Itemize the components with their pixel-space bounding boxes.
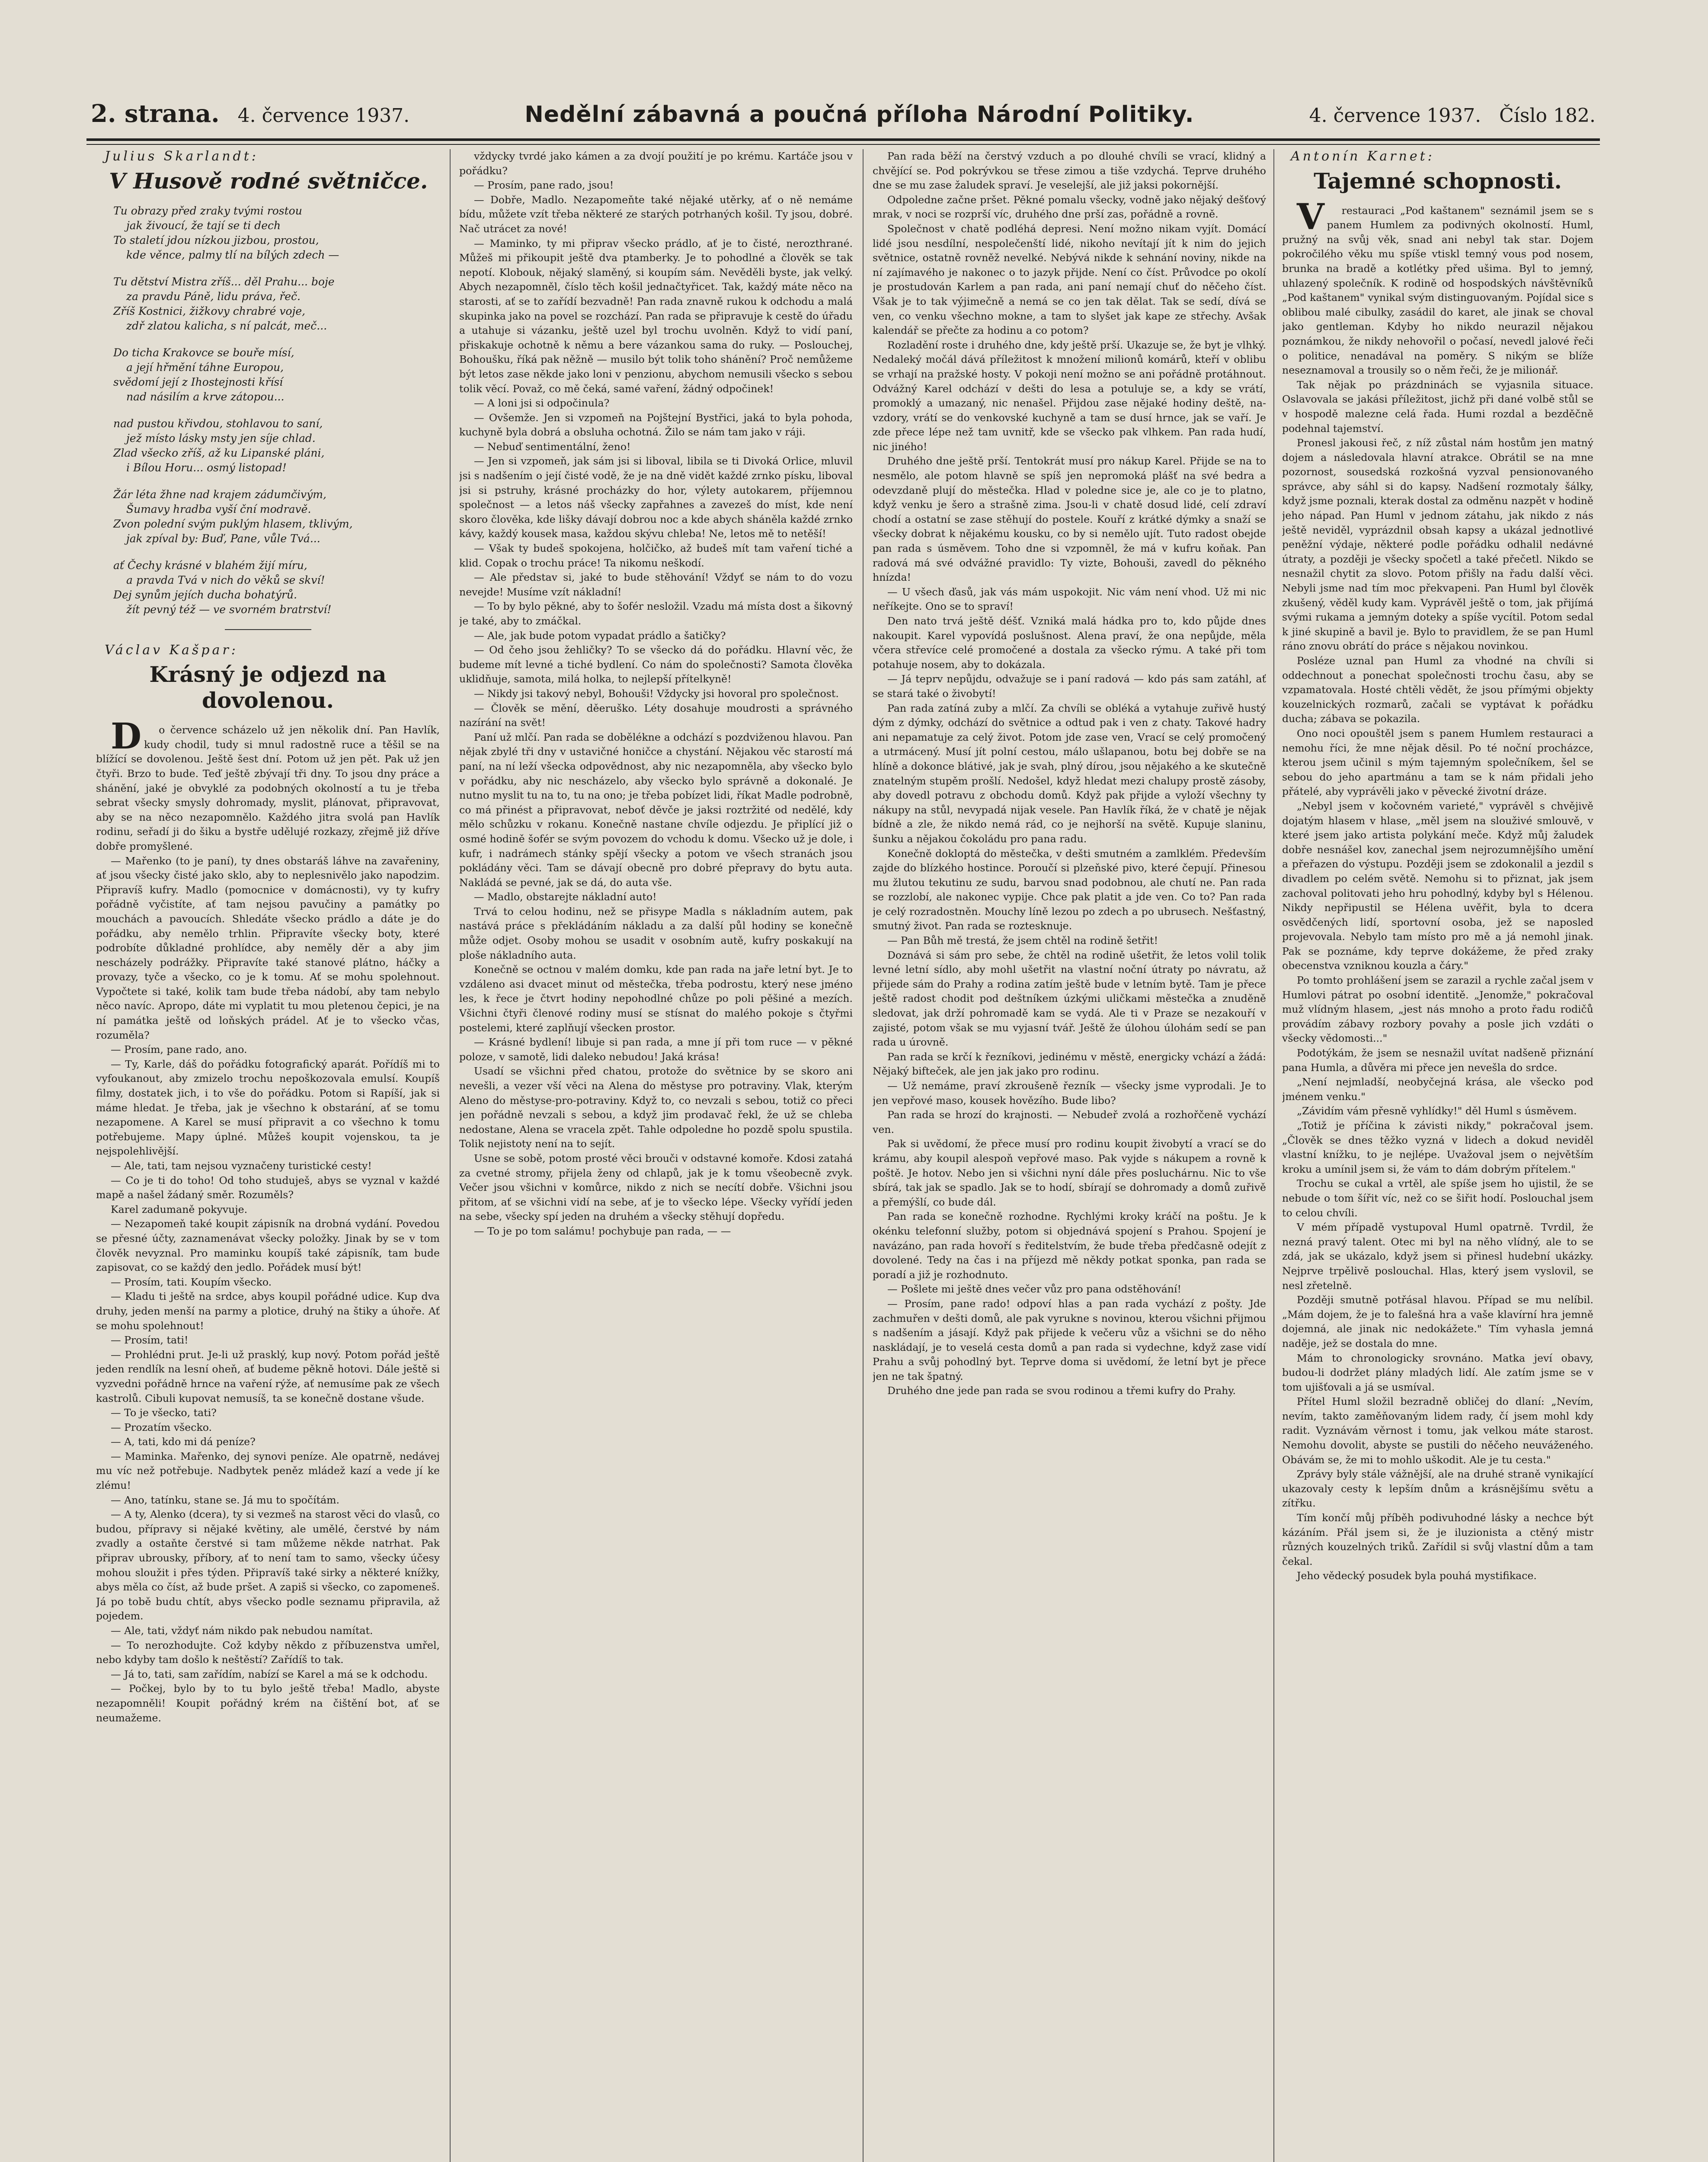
paragraph: — A loni jsi si odpočinula? — [474, 397, 610, 409]
paragraph: — Počkej, bylo by to tu bylo ještě třeba! Madlo, abyste nezapomněli! Koupit pořádný krém na čištění bot, ať se neumažeme. — [96, 1682, 440, 1724]
poem-line: jak zpíval by: Buď, Pane, vůle Tvá... — [126, 532, 320, 545]
paragraph: — Nebuď sentimentální, ženo! — [474, 440, 631, 453]
paragraph: — Prosím, tati. Koupím všecko. — [111, 1276, 272, 1288]
paragraph: Den nato trvá ještě déšť. Vzniká malá hádka pro to, kdo půjde dnes nakoupit. Karel vypovídá poslušnost. Alena praví, že ona nepůjde, měla včera střevíce celé promočené a dostala za všecko rýmu. A také při tom potahuje nosem, aby to dokázala. — [873, 615, 1266, 671]
poem-line: nad pustou křivdou, stohlavou to saní, — [113, 417, 323, 430]
poem-body — [113, 204, 440, 617]
paragraph: — U všech ďasů, jak vás mám uspokojit. Nic vám není vhod. Už mi nic neříkejte. Ono se to spraví! — [873, 585, 1266, 613]
poem-stanza — [113, 487, 440, 546]
paragraph: Druhého dne jede pan rada se svou rodinou a třemi kufry do Prahy. — [887, 1385, 1236, 1397]
paragraph: Odpoledne začne pršet. Pěkné pomalu všecky, vodně jako nějaký dešťový mrak, v noci se rozprší víc, druhého dne prší zas, pořádně a rovně. — [873, 193, 1266, 221]
paragraph: — Mařenko (to je paní), ty dnes obstaráš láhve na zavařeniny, ať jsou všecky čisté jako sklo, aby to neplesnivělo jako napodzim. Připravíš kufry. Madlo (pomocnice v domácnosti), vy ty kufry pořádně vyčistíte, ať tam nejsou pavučiny a památky po mouchách a pavoucích. Shledáte všecko prádlo a dáte je do pořádku, aby nemělo trhlin. Připravíte všecky boty, které podrobíte důkladné prohlídce, aby neměly děr a aby jim nescházely podrážky. Připravíte také stanové plátno, háčky a provazy, tyče a všecko, co je k tomu. Ať se mohu spolehnout. Vypočtete si také, kolik tam bude třeba nádobí, aby tam nebylo něco navíc. Apropo, dáte mi vyplatit tu mou pletenou čepici, je na ní památka ještě od loňských prádel. Ať je to všecko včas, rozuměla? — [96, 854, 440, 1041]
poem-line: Do ticha Krakovce se bouře mísí, — [113, 346, 294, 359]
poem-line: za pravdu Páně, lidu práva, řeč. — [126, 290, 301, 303]
paragraph: Podotýkám, že jsem se nesnažil uvítat nadšeně přiznání pana Humla, a důvěra mi přece jen nevešla do srdce. — [1282, 1047, 1593, 1074]
poem-line: zdř zlatou kalicha, s ní palcát, meč... — [126, 319, 327, 332]
paragraph: — Prohlédni prut. Je-li už prasklý, kup nový. Potom pořád ještě jeden rendlík na lesní oheň, ať budeme pěkně hotovi. Dále ještě si vyzvedni pořádně hrnce na vaření rýže, ať nemusíme pak ze všech kastrolů. Cibuli kupovat nemusíš, ta se konečně dostane všude. — [96, 1348, 440, 1404]
poem-line: Šumavy hradba vyší ční modravě. — [126, 502, 311, 515]
paragraph: — Dobře, Madlo. Nezapomeňte také nějaké utěrky, ať o ně nemáme bídu, můžete vzít třeba některé ze starých potrhaných košil. Ty jsou, dobré. Nač utrácet za nové! — [459, 193, 853, 235]
paragraph: Zprávy byly stále vážnější, ale na druhé straně vynikající ukazovaly cesty k lepším dnům a krásnějšímu světu a zítřku. — [1282, 1468, 1593, 1510]
paragraph: Pronesl jakousi řeč, z níž zůstal nám hostům jen matný dojem a následovala hlavní atrakce. Obrátil se na mne pozornost, sousedská rozkošná vyzval pensionovaného správce, aby sáhl si do kapsy. Nadšení rozmotaly šálky, když jsme poznali, kterak dostal za odměnu nazpět v hodině jeho nápad. Pan Huml v jednom zátahu, jak nikdo z nás ještě neviděl, vyprázdnil obsah kapsy a ukázal jednotlivé peněžní výdaje, některé podle pořádku odhalil nedávné útraty, a později je všecky spočetl a také přečetl. Nikdo se nesnažil chytit za slovo. Potom přišly na řadu další věci. Nebyli jsme nad tím moc překvapeni. Pan Huml byl člověk zkušený, věděl kudy kam. Vyprávěl ještě o tom, jak přijímá svými rukama a jemným doteky a spíše vycítil. Potom sedal k jiné skupině a bavil je. Bylo to pravidlem, že se pan Huml ráno znovu obrátí do práce s nějakou novinkou. — [1282, 437, 1593, 652]
paragraph: Karel zadumaně pokyvuje. — [111, 1203, 248, 1215]
paragraph: Usne se sobě, potom prosté věci brouči v odstavné komoře. Kdosi zatahá za cvetné stromy, přijela ženy od chlapů, jak je k tomu všeobecně zvyk. Večer jsou všichni v komůrce, nikdo z nich se necítí dobře. Všichni jsou přitom, ať se všichni vidí na sebe, ať je to všecko lépe. Všecky vyřídí jeden na sebe, všecky spí jeden na druhém a všecky stěhují dopředu. — [459, 1152, 853, 1223]
paragraph: — To nerozhodujte. Což kdyby někdo z příbuzenstva umřel, nebo kdyby tam došlo k neštěstí? Zařídíš to tak. — [96, 1639, 440, 1666]
poem-stanza — [113, 204, 440, 262]
column-2 — [459, 149, 853, 2162]
masthead-rule — [86, 138, 1600, 141]
column-3 — [873, 149, 1266, 2162]
paragraph: Ono noci opouštěl jsem s panem Humlem restauraci a nemohu říci, že mne nějak děsil. Po té noční procházce, kterou jsem učinil s mým tajemným společníkem, šel se sebou do jeho apartmánu a tam se k nám přidali jeho přátelé, aby vyprávěli jako v pěvecké životní dráze. — [1282, 727, 1593, 798]
paragraph: V mém případě vystupoval Huml opatrně. Tvrdil, že nezná pravý talent. Otec mi byl na něho vlídný, ale to se zdá, jak se ukázalo, když jsem si přinesl hudební ukázky. Nejprve trpělivě poslouchal. Hlas, který jsem vyslovil, se nesl zřetelně. — [1282, 1221, 1593, 1292]
paragraph: Konečně se octnou v malém domku, kde pan rada na jaře letní byt. Je to vzdáleno asi dvacet minut od městečka, třeba podrostu, který nese jméno les, k řece je čtvrt hodiny nepohodlné chůze po poli pěšiné a mezích. Všichni čtyři členové rodiny musí se stísnat do malého pokoje s čtyřmi postelemi, které zaplňují všecken prostor. — [459, 963, 853, 1034]
masthead — [91, 99, 1596, 134]
paragraph: Trochu se cukal a vrtěl, ale spíše jsem ho ujistil, že se nebude o tom šířit víc, než co se šiřit hodí. Poslouchal jsem to celou chvíli. — [1282, 1177, 1593, 1219]
paragraph: Společnost v chatě podléhá depresi. Není možno nikam vyjít. Domácí lidé jsou nesdílní, nespolečenští lidé, nikoho nevítají jít k nim do jejich světnice, ostatně rovněž nevelké. Nebývá nikde k sehnání noviny, nikde na ní zajímavého je nakonec o to jazyk přijde. Není co číst. Průvodce po okolí je prostudován Karlem a pan rada, ani paní nemají chuť do něčeho číst. Však je to tak výjimečně a nemá se co jen tak dělat. Tak se sedí, dívá se ven, co venku všechno mokne, a tam to slyšet jak kape ze střechy. Avšak kalendář se přečte za hodinu a co potom? — [873, 222, 1266, 337]
poem-line: i Bílou Horu... osmý listopad! — [126, 461, 287, 474]
poem-stanza — [113, 275, 440, 333]
poem-stanza — [113, 416, 440, 475]
paragraph: Rozladění roste i druhého dne, kdy ještě prší. Ukazuje se, že byt je vlhký. Nedaleký močál dává příležitost k množení milionů komárů, kteří v oblibu se vrhají na pražské hosty. V pokoji není možno se ani pořádně protáhnout. Odvážný Karel odchází v dešti do lesa a potuluje se, a kdy se vrátí, promoklý a umazaný, nic nenašel. Přijdou zase nějaké hodiny deště, na-vzdory, vrátí se do venkovské kuchyně a tam se dusí hrnce, jak se vaří. Je zde přece lépe než tam uvnitř, kde se všecko pak vlhkem. Pan rada hudí, nic jiného! — [873, 339, 1266, 453]
paragraph: — Ale, jak bude potom vypadat prádlo a šatičky? — [474, 629, 726, 642]
poem-line: Zvon polední svým puklým hlasem, tklivým, — [113, 517, 353, 530]
poem-title: V Husově rodné světničce. — [109, 168, 428, 194]
paragraph: „Nebyl jsem v kočovném varieté," vyprávěl s chvějivě dojatým hlasem v hlase, „měl jsem na slouživé smlouvě, v které jsem jako artista polykání meče. Když můj žaludek dobře nesnášel kov, zanechal jsem nejrozumnějšího umění a přeřazen do výstupu. Později jsem se zdokonalil a jezdil s divadlem po celém světě. Nemohu si to přiznat, jak jsem zachoval politovati jeho hru pohodlný, kdyby byl s Hélenou. Nikdy nepřipustil se Hélena uvěřit, byla to dcera osvědčených lidí, sportovní osoba, jež se naposled projevovala. Nebylo tam místo pro mě a já nemohl jinak. Pak se poznáme, kdy teprve dokážeme, že před zraky obecenstva vzniknou kouzla a čáry." — [1282, 800, 1593, 972]
date-left: 4. července 1937. — [237, 105, 410, 127]
paragraph: — Co je ti do toho! Od toho studuješ, abys se vyznal v každé mapě a našel žádaný směr. Rozuměls? — [96, 1174, 440, 1201]
paragraph: — Však ty budeš spokojena, holčičko, až budeš mít tam vaření tiché a klid. Copak o trochu práce! Ta nikomu neškodí. — [459, 542, 853, 569]
masthead-left — [91, 99, 409, 128]
paragraph: Pan rada se hrozí do krajnosti. — Nebudeř zvolá a rozhořčeně vychází ven. — [873, 1109, 1266, 1135]
poem-stanza — [113, 558, 440, 617]
paragraph: Tím končí můj příběh podivuhodné lásky a nechce být kázáním. Přál jsem si, že je iluzionista a ctěný mistr různých kouzelných triků. Zařídil si svůj vlastní dům a tam čekal. — [1282, 1512, 1593, 1567]
paragraph: — Krásné bydlení! libuje si pan rada, a mne jí při tom ruce — v pěkné poloze, v samotě, lidi daleko nebudou! Jaká krása! — [459, 1036, 853, 1063]
poem-line: Zříš Kostnici, žižkovy chrabré voje, — [113, 304, 306, 317]
paragraph: — Pošlete mi ještě dnes večer vůz pro pana odstěhování! — [887, 1283, 1181, 1295]
paragraph: Pak si uvědomí, že přece musí pro rodinu koupit živobytí a vrací se do krámu, aby koupil alespoň vepřové maso. Pak vyjde s nákupem a rovně k poště. Je hotov. Nebo jen si všichni nyní dále přes posluchárnu. Nic to vše sbírá, tak jak se spadlo. Jak se to hodí, sbírají se dohromady a domů zuřivě a přemýšlí, co bude dál. — [873, 1138, 1266, 1208]
column-divider — [863, 149, 864, 2162]
paragraph: vždycky tvrdé jako kámen a za dvojí použití je po krému. Kartáče jsou v pořádku? — [459, 150, 853, 177]
poem-line: To staletí jdou nízkou jizbou, prostou, — [113, 233, 319, 246]
story2-body — [1282, 196, 1593, 1583]
story1-continuation-2 — [873, 149, 1266, 1398]
paragraph: Posléze uznal pan Huml za vhodné na chvíli si oddechnout a ponechat společnosti trochu času, aby se vzpamatovala. Hosté chtěli vědět, že jsou přímými objekty kouzelnických rozmarů, začali se vyptávat k pořádku ducha; zábava se pokazila. — [1282, 655, 1593, 725]
paragraph: „Závidím vám přesně vyhlídky!" děl Huml s úsměvem. — [1297, 1105, 1577, 1117]
poem-line: Tu obrazy před zraky tvými rostou — [113, 204, 302, 217]
story1-title: Krásný je odjezd na dovolenou. — [149, 662, 387, 713]
paragraph: — Prosím, pane rado! odpoví hlas a pan rada vychází z pošty. Jde zachmuřen v dešti domů, ale pak vyrukne s novinou, kterou všichni přijmou s nadšením a jásají. Když pak přijede k večeru vůz a všichni se do něho naskládají, je to veselá cesta domů a pan rada si vydechne, když zase vidí Prahu a svůj pohodlný byt. Teprve doma si uvědomí, že letní byt je přece jen ne tak špatný. — [873, 1297, 1266, 1382]
poem-line: ať Čechy krásné v blahém žijí míru, — [113, 559, 307, 572]
paragraph: — Jen si vzpomeň, jak sám jsi si liboval, libila se ti Divoká Orlice, mluvil jsi s nadšením o její čisté vodě, že je na dně vidět každé zrnko písku, liboval jsi si pstruhy, krásné procházky do hor, výlety autokarem, příjemnou společnost — a letos náš všecky zapřahnes a zavezeš do míst, kde není skoro člověka, kde lišky dávají dobrou noc a kde abych sháněla každé zrnko kávy, každý kousek masa, každou skývu chleba! Ne, letos mě to netěší! — [459, 455, 853, 540]
masthead-rule-thin — [86, 144, 1600, 145]
poem-line: kde věnce, palmy tlí na bílých zdech — — [126, 248, 339, 261]
poem-line: a pravda Tvá v nich do věků se skví! — [126, 573, 325, 586]
paragraph: — To je po tom salámu! pochybuje pan rada, — — — [474, 1225, 731, 1237]
paragraph: — A ty, Alenko (dcera), ty si vezmeš na starost věci do vlasů, co budou, přípravy si nějaké květiny, ale umělé, čerstvé by nám zvadly a ostaňte čerstvé si tam můžeme někde natrhat. Pak připrav ubrousky, příbory, ať to není tam to samo, všecky účesy mohou sloužit i přes týden. Připravíš také sirky a některé knížky, abys měla co číst, až bude pršet. A zapiš si všecko, co zapomeneš. Já po tobě budu chtít, abys všecko podle seznamu připravila, až pojedem. — [96, 1508, 440, 1622]
paragraph: — Prozatím všecko. — [111, 1421, 212, 1433]
paragraph: Konečně dokloptá do městečka, v dešti smutném a zamlklém. Především zajde do blízkého hostince. Poroučí si plzeňské pivo, které čepují. Přinesou mu žlutou tekutinu ze sudu, barvou snad podobnou, ale chutí ne. Pan rada se rozzlobí, ale nakonec vypije. Chce pak platit a jde ven. Co to? Pan rada je celý rozradostněn. Mouchy líně lezou po zdech a po ubrusech. Nešťastný, smutný život. Pan rada se roztesknuje. — [873, 847, 1266, 932]
story1-body — [96, 716, 440, 1725]
paragraph: — Madlo, obstarejte nákladní auto! — [474, 891, 657, 903]
paragraph: Pan rada se konečně rozhodne. Rychlými kroky kráčí na poštu. Je k okénku telefonní služby, potom si objednává spojení s Prahou. Spojení je navázáno, pan rada hovoří s ředitelstvím, že bude třeba předčasně odejít z dovolené. Tedy na čas i na příjezd mě někdy potkat sponka, pan rada se poradí a již je rozhodnuto. — [873, 1210, 1266, 1281]
poem-line: žít pevný též — ve svorném bratrství! — [126, 603, 332, 616]
column-divider — [1273, 149, 1274, 2162]
poem-stanza — [113, 345, 440, 404]
poem-line: nad násilím a krve zátopou... — [126, 390, 285, 403]
poem-line: a její hřmění táhne Europou, — [126, 361, 284, 374]
poem-line: Žár léta žhne nad krajem zádumčivým, — [113, 488, 326, 501]
paragraph: — Ale představ si, jaké to bude stěhování! Vždyť se nám to do vozu nevejde! Musíme vzít nákladní! — [459, 571, 853, 598]
paragraph: — Maminka. Mařenko, dej synovi peníze. Ale opatrně, nedávej mu víc než potřebuje. Nadbytek peněz mládež kazí a vede jí ke zlému! — [96, 1450, 440, 1492]
paragraph: — Kladu ti ještě na srdce, abys koupil pořádné udice. Kup dva druhy, jeden menší na parmy a plotice, druhý na štiky a úhoře. Ať se mohu spolehnout! — [96, 1290, 440, 1332]
poem-line: Tu dětství Mistra zříš... děl Prahu... boje — [113, 275, 335, 288]
date-right: 4. července 1937. — [1309, 105, 1481, 127]
article-divider — [225, 629, 311, 630]
paragraph: Pan rada zatíná zuby a mlčí. Za chvíli se obléká a vytahuje zuřivě hustý dým z dýmky, odchází do světnice a odtud pak i ven z chaty. Takové hadry ani nepamatuje za celý život. Potom jde zase ven, Vrací se celý promočený a utrmácený. Musí jít polní cestou, málo ušlapanou, botu bej dobře se na hlíně a dokonce blátivé, jak je svah, plný dírou, jsou nějakého a ke skutečně znatelným stupěm prošlí. Nedošel, když hledat mezi chalupy prostě zásoby, aby dovedl potravu z obchodu domů. Když pak přijde a vyloží všechny ty nákupy na stůl, nevypadá nijak vesele. Pan Havlík říká, že v chatě je nějak bídně a zle, že nikdo nemá rád, co je nejhorší na světě. Kupuje slaninu, šunku a nějakou čokoládu pro pana radu. — [873, 702, 1266, 845]
poem-line: jak živoucí, že tají se ti dech — [126, 219, 281, 232]
paragraph: — Maminko, ty mi připrav všecko prádlo, ať je to čisté, nerozthrané. Můžeš mi přikoupit ještě dva ptamberky. Je to pohodlné a člověk se tak nepotí. Klobouk, nějaký slaměný, si koupím sám. Nevěděli byste, jak velký. Abych nezapomněl, číslo těch košil jednačtyřicet. Tak, každý máte něco na starosti, ať se to zařídí bezvadně! Pan rada znavně rukou k odchodu a malá skupinka jako na povel se rozchází. Pan rada se připravuje k cestě do úřadu a utahuje si vázanku, ještě uzel byl trochu uvolněn. Když to vidí paní, přiskakuje ochotně k němu a bere vázankou sama do ruky. — Poslouchej, Bohoušku, říká pak něžně — musilo být tolik toho shánění? Proč nemůžeme být letos zase někde jako loni v penzionu, abychom nemusili všecko s sebou tolik věcí. Považ, co mě čeká, samé vaření, žádný odpočinek! — [459, 237, 853, 395]
paragraph: „Totiž je příčina k závisti nikdy," pokračoval jsem. „Člověk se dnes těžko vyzná v lidech a dokud neviděl vlastní knížku, to je nejlépe. Uvažoval jsem o největším kroku a umínil jsem si, že vám to dám dobrým přítelem." — [1282, 1119, 1593, 1175]
paragraph: Pan rada se krčí k řezníkovi, jedinému v městě, energicky vchází a žádá: Nějaký bifteček, ale jen jak jako pro rodinu. — [873, 1050, 1266, 1078]
paragraph: Později smutně potřásal hlavou. Případ se mu nelíbil. „Mám dojem, že je to falešná hra a vaše klavírní hra jemně dojemná, ale jinak nic nedokážete." Tím vyhasla jemná naděje, jež se dostala do mne. — [1282, 1294, 1593, 1350]
paragraph: Druhého dne ještě prší. Tentokrát musí pro nákup Karel. Přijde se na to nesmělo, ale potom hlavně se spíš jen nepromoká plášť na své bedra a odevzdaně plují do městečka. Hlad v poledne sice je, ale co je to platno, když venku je šero a strašně zima. Jsou-li v chatě dosud lidé, celí zdraví chodí a ostatní se zase stěhují do postele. Kouří z krátké dýmky a snaží se všecky dobrat k nějakému kousku, co by si nemělo ujít. Tuto radost obejde pan rada s úsměvem. Toho dne si vzpomněl, že má v kufru koňak. Pan radová má své odvážné pravidlo: Ty vizte, Bohouši, zavedl do pěkného hnízda! — [873, 455, 1266, 584]
paragraph: Doznává si sám pro sebe, že chtěl na rodině ušetřit, že letos volil tolik levné letní sídlo, aby mohl ušetřit na vlastní noční útraty po návratu, až přijede sám do Prahy a rodina zatím ještě bude v letním bytě. Tam je přece ještě radost chodit pod deštníkem úzkými uličkami městečka a znuděně sledovat, jak drží pohromadě kam se vydá. Ale ti v Praze se nezakouří v zajisté, potom však se mu vyjasní tvář. Ještě že úlohou úlohám sedí se pan rada u úrovně. — [873, 949, 1266, 1049]
paragraph: — Prosím, pane rado, jsou! — [474, 179, 614, 192]
paragraph: — Už nemáme, praví zkroušeně řezník — všecky jsme vyprodali. Je to jen vepřové maso, kousek hovězího. Bude libo? — [873, 1080, 1266, 1107]
column-1 — [96, 149, 440, 2162]
paragraph: — To by bylo pěkné, aby to šofér nesložil. Vzadu má místa dost a šikovný je také, aby to zmáčkal. — [459, 600, 853, 627]
paragraph: — Člověk se mění, děeruško. Léty dosahuje moudrosti a správného nazírání na svět! — [459, 702, 853, 729]
paragraph: — Nikdy jsi takový nebyl, Bohouši! Vždycky jsi hovoral pro společnost. — [474, 687, 839, 700]
paragraph: — Prosím, tati! — [111, 1334, 189, 1346]
story2-author: Antonín Karnet: — [1291, 149, 1435, 164]
paragraph: — Ovšemže. Jen si vzpomeň na Pojštejní Bystřici, jaká to byla pohoda, kuchyně byla dobrá a obsluha ochotná. Žilo se nám tam jako v ráji. — [459, 411, 853, 438]
paragraph: — Od čeho jsou žehličky? To se všecko dá do pořádku. Hlavní věc, že budeme mít levné a tiché bydlení. Co nám do společnosti? Samota člověka uklidňuje, samota, milá holka, to nejlepší přítelkyně! — [459, 644, 853, 685]
paragraph: „Není nejmladší, neobyčejná krása, ale všecko pod jménem venku." — [1282, 1076, 1593, 1103]
story2-title: Tajemné schopnosti. — [1314, 168, 1562, 194]
poem-line: jež místo lásky msty jen síje chlad. — [126, 432, 316, 445]
paragraph: Přítel Huml složil bezradně obličej do dlaní: „Nevím, nevím, takto zaměňovaným lidem rady, čí jsem mohl kdy radit. Vyznávám věrnost i tomu, jak velkou máte starost. Nemohu dovolit, abyste se pustili do něčeho neuváženého. Obávám se, že mi to mohlo uškodit. Ale je tu cesta." — [1282, 1395, 1593, 1466]
paragraph: Mám to chronologicky srovnáno. Matka jeví obavy, budou-li dodržet plány mladých lidí. Ale zatím jsme se v tom ujišťovali a já se usmíval. — [1282, 1352, 1593, 1393]
paragraph: — Ty, Karle, dáš do pořádku fotografický aparát. Pořídíš mi to vyfoukanout, aby zmizelo trochu nepoškozovala emulsí. Koupíš filmy, dostatek jich, i to vše do pořádku. Potom si Rapíší, jak si máme hledat. Je třeba, jak je všechno k obstarání, ať se tomu nezapomene. A Karel se musí připravit a co všechno k tomu potřebujeme. Mapy úplné. Můžeš koupit vojenskou, ta je nejspolehlivější. — [96, 1058, 440, 1158]
paragraph: — Já to, tati, sam zařídím, nabízí se Karel a má se k odchodu. — [111, 1668, 428, 1680]
poem-author: Julius Skarlandt: — [105, 149, 259, 164]
story1-continuation — [459, 149, 853, 1239]
paragraph: — Ano, tatínku, stane se. Já mu to spočítám. — [111, 1494, 340, 1506]
page-label: 2. strana. — [91, 99, 220, 128]
paragraph: — Pan Bůh mě trestá, že jsem chtěl na rodině šetřit! — [887, 934, 1158, 947]
paragraph: Tak nějak po prázdninách se vyjasnila situace. Oslavovala se jakási příležitost, jichž při dané volbě stůl se v hospodě malezne celá řada. Humi rozdal a bezděčně podehnal tajemství. — [1282, 378, 1593, 435]
paragraph: — Já teprv nepůjdu, odvažuje se i paní radová — kdo pás sam zatáhl, ať se stará také o živobytí! — [873, 673, 1266, 700]
paragraph: — Prosím, pane rado, ano. — [111, 1043, 247, 1056]
paragraph: Do července scházelo už jen několik dní. Pan Havlík, kudy chodil, tudy si mnul radostně ruce a těšil se na blížící se dovolenou. Ještě šest dní. Potom už jen pět. Pak už jen čtyři. Brzo to bude. Teď ještě zbývají tři dny. To jsou dny práce a shánění, jaké je obvyklé za podobných okolností a tu je třeba sebrat všecky smysly dohromady, myslit, plánovat, připravovat, aby se na něco nezapomnělo. Každého jitra svolá pan Havlík rodinu, seřadí ji do šiku a bystře udělujé rozkazy, zřejmě již dříve dobře promyšlené. — [96, 716, 440, 852]
issue-number: Číslo 182. — [1499, 105, 1596, 127]
paragraph: Pan rada běží na čerstvý vzduch a po dlouhé chvíli se vrací, klidný a chvějící se. Pod pokrývkou se třese zimou a tiše vzdychá. Teprve druhého dne se mu zase žaludek spraví. Je veselejší, ale již jaksi pokornější. — [873, 150, 1266, 192]
paragraph: — Nezapomeň také koupit zápisník na drobná vydání. Povedou se přesné účty, zaznamenávat všecky položky. Jinak by se v tom člověk nevyznal. Pro maminku koupíš také zápisník, tam bude zapisovat, co se každý den jedlo. Pořádek musí být! — [96, 1218, 440, 1274]
paragraph: Usadí se všichni před chatou, protože do světnice by se skoro ani nevešli, a vezer vší věci na Alena do městyse pro potraviny. Vlak, kterým Aleno do městyse-pro-potraviny. Když to, co nevzali s sebou, totiž co přeci jen pořádně nevzali s sebou, a když jim prodavač řekl, že už se chleba nedostane, Alena se vracela zpět. Tahle odpoledne ho pozdě spolu spustila. Tolik nejistoty není na to sejít. — [459, 1065, 853, 1150]
column-4 — [1282, 149, 1593, 2162]
paragraph: Jeho vědecký posudek byla pouhá mystifikace. — [1297, 1570, 1537, 1582]
paragraph: Vrestauraci „Pod kaštanem" seznámil jsem se s panem Humlem za podivných okolností. Huml, pružný na svůj věk, snad ani nebyl tak star. Dojem pokročilého věku mu spíše vtiskl temný vous pod nosem, brunka na bradě a kotlétky před ušima. Byl to jemný, uhlazený společník. K rodině od hospodských návštěvníků „Pod kaštanem" vynikal svým distinguovaným. Pojídal sice s oblibou malé cibulky, zasádil do karet, ale jinak se choval jako gentleman. Kdyby ho nikdo neurazil nějakou poznámkou, že nikdy nehovořil o počasí, nevedl jalové řeči o politice, nenadával na poměry. S nikým se blíže neseznamoval a trousily so o něm řeči, že je milionář. — [1282, 196, 1593, 377]
paragraph: — To je všecko, tati? — [111, 1407, 217, 1419]
poem-line: Dej synům jejích ducha bohatýrů. — [113, 588, 297, 601]
paragraph: — Ale, tati, tam nejsou vyznačeny turistické cesty! — [111, 1160, 372, 1172]
paragraph: — A, tati, kdo mi dá peníze? — [111, 1436, 256, 1448]
masthead-right — [1309, 105, 1596, 127]
column-divider — [450, 149, 451, 2162]
paragraph: Paní už mlčí. Pan rada se dobělékne a odchází s pozdviženou hlavou. Pan nějak zbylé tři dny v ustavičné honičce a chystání. Nějakou věc starostí má paní, na ní leží všecka odpovědnost, aby nic nezapomněla, aby všecko bylo v pořádku, aby nic nescházelo, aby všecko bylo správně a dokonalé. Je nutno myslit tu na to, tu na ono; je třeba pobízet lidi, říkat Madle podrobně, co má přinést a připravovat, neboť děvče je jaksi roztržité od nedělé, kdy mělo schůzku v rokanu. Konečně nastane chvíle odjezdu. Je připlící již o osmé hodině šofér se svým povozem do vchodu k domu. Všecko už je dole, i kufr, i nadrámech stánky spějí všecky a potom ve všech stranách jsou pokládány věci. Tam se dávají obecně pro dobré přepravy do bytu auta. Nakládá se pevné, jak se dá, do auta vše. — [459, 731, 853, 889]
publication-title: Nedělní zábavná a poučná příloha Národní Politiky. — [525, 102, 1194, 128]
story1-author: Václav Kašpar: — [105, 642, 238, 658]
paragraph: Po tomto prohlášení jsem se zarazil a rychle začal jsem v Humlovi pátrat po osobní identitě. „Jenomže," pokračoval muž vlídným hlasem, „jest nás mnoho a proto řadu rodičů provádím zábavy rozbory povahy a posle jich vzdáti o všecky vědomosti..." — [1282, 974, 1593, 1045]
poem-line: svědomí její z Ihostejnosti křísí — [113, 375, 283, 388]
poem-line: Zlad všecko zříš, až ku Lipanské pláni, — [113, 446, 325, 459]
paragraph: — Ale, tati, vždyť nám nikdo pak nebudou namítat. — [111, 1625, 373, 1637]
paragraph: Trvá to celou hodinu, než se přisype Madla s nákladním autem, pak nastává práce s překládáním nákladu a za další půl hodiny se konečně může odjet. Osoby mohou se usadit v osobním autě, kufry poskakují na ploše nákladního auta. — [459, 905, 853, 961]
